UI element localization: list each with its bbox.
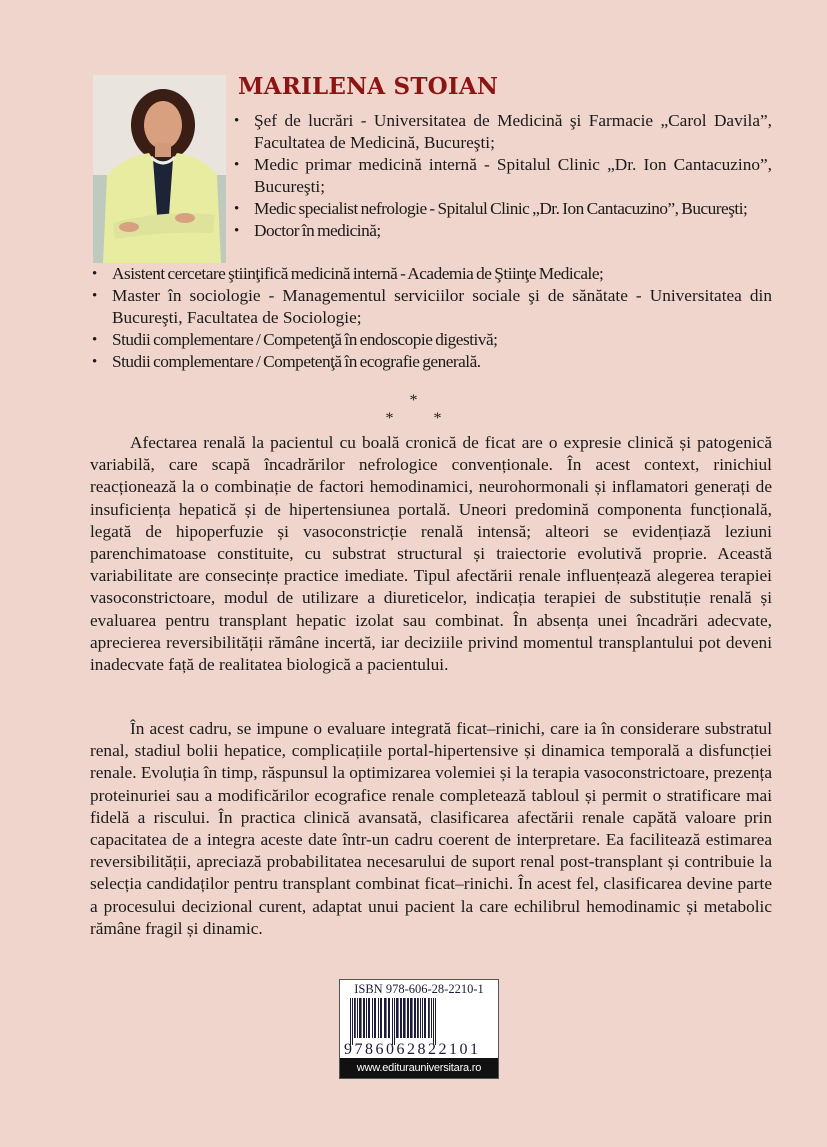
barcode-bar [396,998,399,1038]
barcode-bar [424,998,426,1038]
author-name: MARILENA STOIAN [238,73,499,100]
barcode-bar [380,998,382,1038]
bio-item: • Medic specialist nefrologie - Spitalul Clinic „Dr. Ion Cantacuzino”, Bucureşti; [232,198,772,220]
bio-item: • Studii complementare / Competenţă în ecografie generală. [90,351,772,373]
barcode-bar [431,998,432,1038]
isbn-barcode [339,979,499,1079]
barcode-bar [384,998,387,1038]
barcode-bar [410,998,413,1038]
barcode-bar [359,998,362,1038]
author-photo [93,75,226,263]
barcode-bar [357,998,358,1038]
barcode-bar [363,998,365,1038]
barcode-bar [414,998,416,1038]
bio-item: • Medic primar medicină internă - Spitalul Clinic „Dr. Ion Cantacuzino”, Bucureşti; [232,154,772,198]
barcode-bar [417,998,419,1038]
separator-top [0,392,827,410]
barcode-bar [354,998,356,1038]
bio-item: • Studii complementare / Competenţă în endoscopie digestivă; [90,329,772,351]
barcode-bar [378,998,379,1038]
barcode-bar [374,998,376,1038]
barcode-bar [350,998,351,1045]
bio-item: • Asistent cercetare ştiinţifică medicină internă - Academia de Ştiinţe Medicale; [90,263,772,285]
barcode-bar [372,998,373,1038]
barcode-bar [435,998,436,1045]
barcode-bars-icon [349,998,491,1045]
ean-digits: 9786062822101 [344,1041,481,1058]
bio-list-beside-photo [232,110,772,242]
barcode-bar [400,998,402,1038]
bio-item: • Şef de lucrări - Universitatea de Medicină şi Farmacie „Carol Davila”, Facultatea de Medicină, Bucureşti; [232,110,772,154]
barcode-bar [366,998,367,1038]
barcode-bar [420,998,421,1038]
barcode-bar [392,998,393,1045]
barcode-bar [388,998,390,1038]
asterisk-icon: * [433,410,442,427]
publisher-url: www.editurauniversitara.ro [340,1058,498,1078]
barcode-bar [433,998,434,1045]
separator-bottom [0,410,827,428]
barcode-bar [403,998,406,1038]
asterisk-icon: * [409,392,418,409]
asterisk-icon: * [385,410,394,427]
body-paragraph: În acest cadru, se impune o evaluare integrată ficat–rinichi, care ia în considerare substratul renal, stadiul bolii hepatice, complicațiile portal-hipertensive și dinamica temporală a disfuncției renale. Evoluția în timp, răspunsul la optimizarea volemiei și la terapia vasoconstrictoare, prezența proteinuriei sau a modificărilor ecografice renale completează tabloul și permit o stratificare mai fidelă a riscului. În practica clinică avansată, clasificarea afectării renale capătă valoare prin capacitatea de a integra aceste date într-un cadru coerent de interpretare. Ea facilitează estimarea reversibilității, apreciază probabilitatea necesarului de suport renal post-transplant și contribuie la selecția candidaților pentru transplant combinat ficat–rinichi. În acest fel, clasificarea devine parte a procesului decizional curent, adaptat unui pacient la care echilibrul hemodinamic și metabolic rămâne fragil și dinamic. [90,719,772,938]
bio-item: • Doctor în medicină; [232,220,772,242]
barcode-bar [407,998,409,1038]
body-paragraph: Afectarea renală la pacientul cu boală cronică de ficat are o expresie clinică și patogenică variabilă, care scapă încadrărilor nefrologice convenționale. În acest context, rinichiul reacționează la o combinație de factori hemodinamici, neurohormonali și inflamatori generați de insuficiența hepatică și de hipertensiunea portală. Uneori predomină componenta funcțională, legată de hipoperfuzie și vasoconstricție renală intensă; alteori se evidențiază leziuni parenchimatoase constituite, cu substrat structural și traiectorie evolutivă proprie. Această variabilitate are consecințe practice imediate. Tipul afectării renale influențează alegerea terapiei vasoconstrictoare, modul de utilizare a diureticelor, indicația terapiei de substituție renală și evaluarea pentru transplant hepatic izolat sau combinat. În absența unei încadrări adecvate, aprecierea reversibilității rămâne incertă, iar deciziile privind momentul transplantului pot deveni inadecvate față de realitatea biologică a pacientului. [90,433,772,675]
portrait-illustration [93,75,226,263]
barcode-bar [394,998,395,1045]
bio-list-full-width [90,263,772,373]
bio-item: • Master în sociologie - Managementul serviciilor sociale şi de sănătate - Universitatea din Bucureşti, Facultatea de Sociologie; [90,285,772,329]
barcode-bar [422,998,423,1038]
barcode-bar [428,998,430,1038]
isbn-label: ISBN 978-606-28-2210-1 [354,982,484,996]
barcode-bar [368,998,370,1038]
barcode-bar [352,998,353,1045]
